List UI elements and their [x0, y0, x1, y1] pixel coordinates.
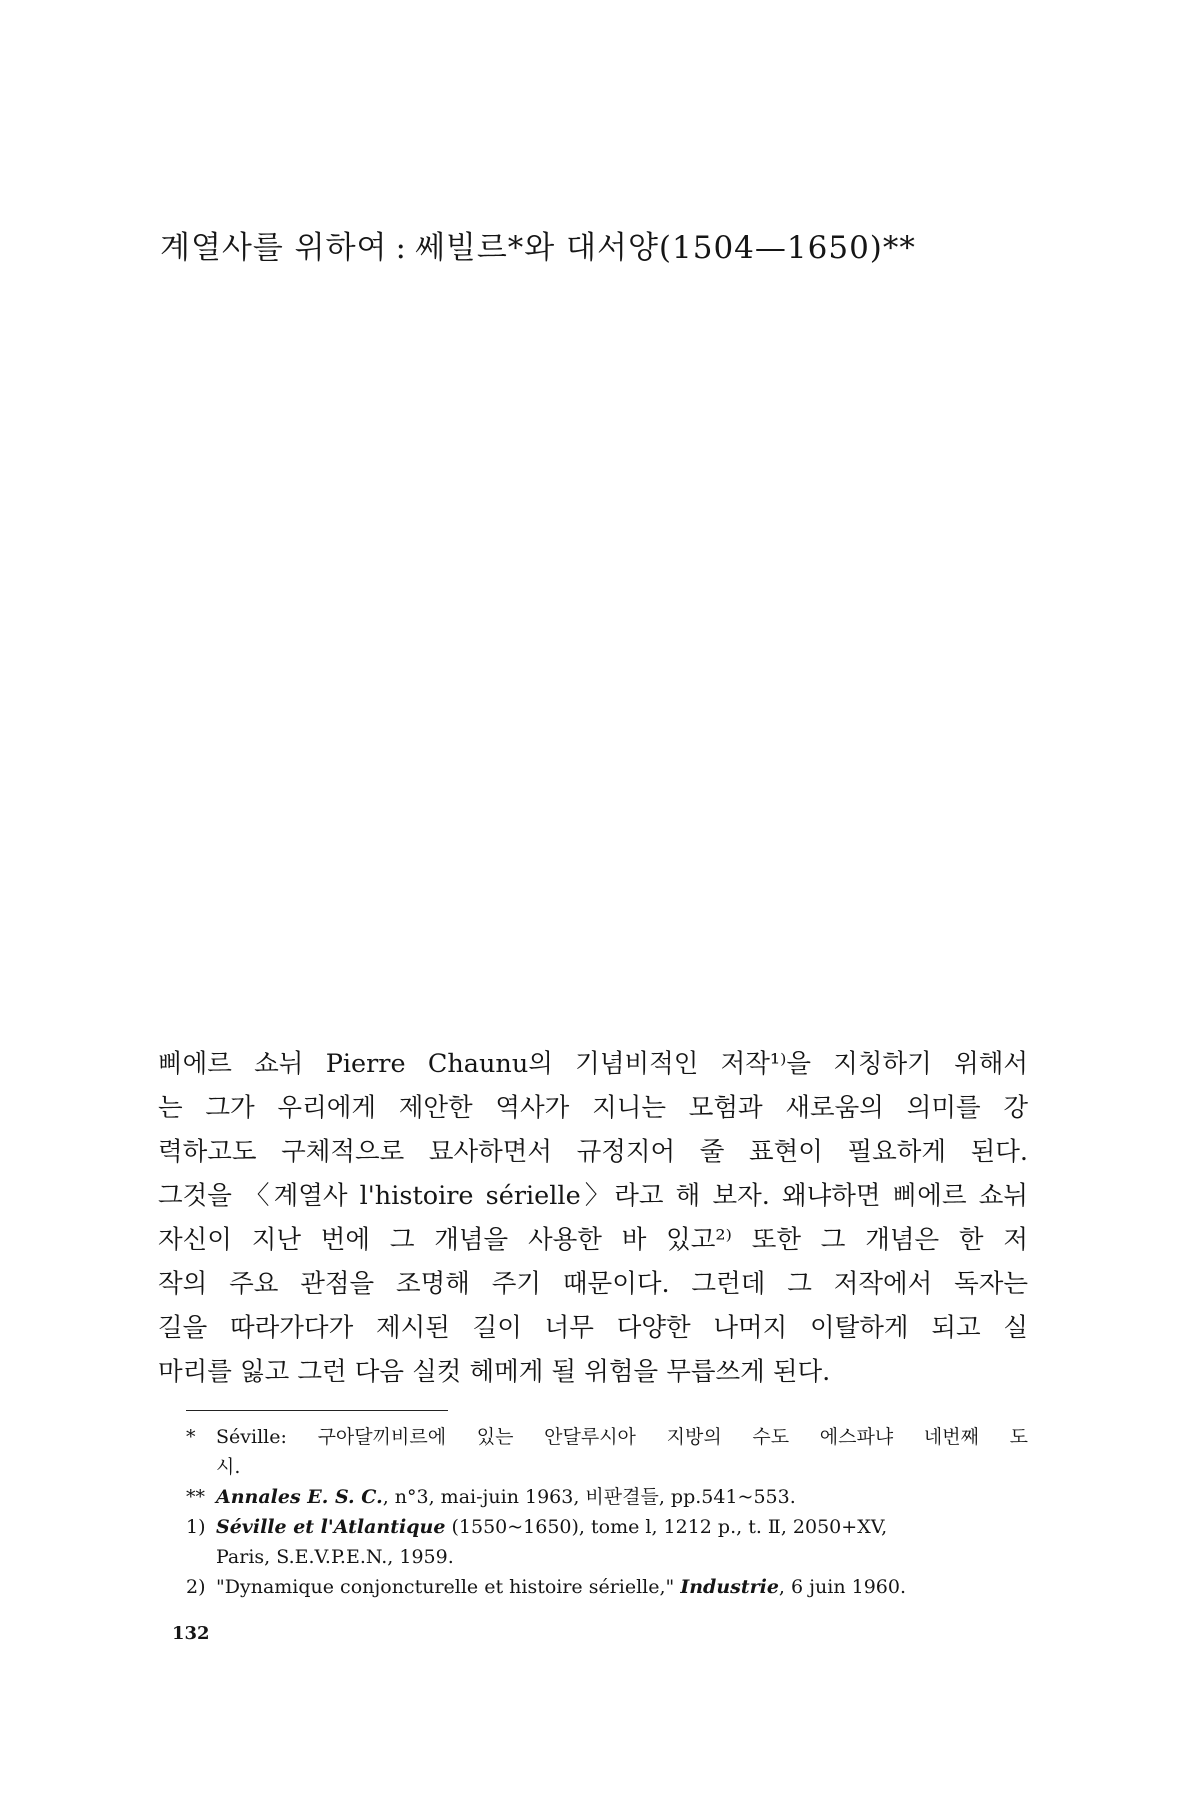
body-line: 작의 주요 관점을 조명해 주기 때문이다. 그런데 그 저작에서 독자는	[158, 1269, 1028, 1299]
footnote-mark: *	[186, 1426, 196, 1448]
article-title	[160, 222, 1060, 267]
footnote-text: , 6 juin 1960.	[778, 1576, 907, 1598]
body-line: 길을 따라가다가 제시된 길이 너무 다양한 나머지 이탈하게 되고 실	[158, 1313, 1028, 1343]
footnote	[186, 1512, 1028, 1572]
footnote-mark: **	[186, 1486, 205, 1508]
body-line: 는 그가 우리에게 제안한 역사가 지니는 모험과 새로움의 의미를 강	[158, 1093, 1028, 1123]
title-separator: :	[395, 230, 407, 266]
body-line: 력하고도 구체적으로 묘사하면서 규정지어 줄 표현이 필요하게 된다.	[158, 1137, 1028, 1167]
footnote-text-continued: Paris, S.E.V.P.E.N., 1959.	[216, 1546, 454, 1568]
footnotes	[186, 1422, 1028, 1602]
footnote-journal-title: Industrie	[680, 1576, 779, 1598]
footnote-mark: 1)	[186, 1516, 206, 1538]
title-subtitle: 쎄빌르*와 대서양(1504—1650)**	[414, 230, 916, 266]
footnote-divider	[186, 1410, 448, 1411]
body-line: 마리를 잃고 그런 다음 실컷 헤메게 될 위험을 무릅쓰게 된다.	[158, 1357, 831, 1387]
footnote	[186, 1572, 1028, 1602]
footnote	[186, 1422, 1028, 1482]
page-number: 132	[172, 1623, 210, 1644]
body-line: 그것을 〈계열사 l'histoire sérielle〉라고 해 보자. 왜냐하면 삐에르 쇼뉘	[158, 1181, 1028, 1211]
title-main: 계열사를 위하여	[160, 230, 388, 266]
footnote-book-title: Séville et l'Atlantique	[216, 1516, 446, 1538]
footnote-mark: 2)	[186, 1576, 206, 1598]
footnote	[186, 1482, 1028, 1512]
footnote-text-continued: 시.	[216, 1456, 241, 1478]
footnote-text: Séville: 구아달끼비르에 있는 안달루시아 지방의 수도 에스파냐 네번째 도	[216, 1426, 1028, 1448]
footnote-text: , n°3, mai-juin 1963, 비판결들, pp.541~553.	[382, 1486, 796, 1508]
body-line: 자신이 지난 번에 그 개념을 사용한 바 있고²⁾ 또한 그 개념은 한 저	[158, 1225, 1028, 1255]
footnote-text: (1550~1650), tome l, 1212 p., t. Ⅱ, 2050+XV,	[445, 1516, 888, 1538]
body-line: 삐에르 쇼뉘 Pierre Chaunu의 기념비적인 저작¹⁾을 지칭하기 위해서	[158, 1049, 1028, 1079]
footnote-journal-title: Annales E. S. C.	[216, 1486, 383, 1508]
body-text	[158, 1042, 1028, 1394]
footnote-article-title: "Dynamique conjoncturelle et histoire sérielle,"	[216, 1576, 681, 1598]
